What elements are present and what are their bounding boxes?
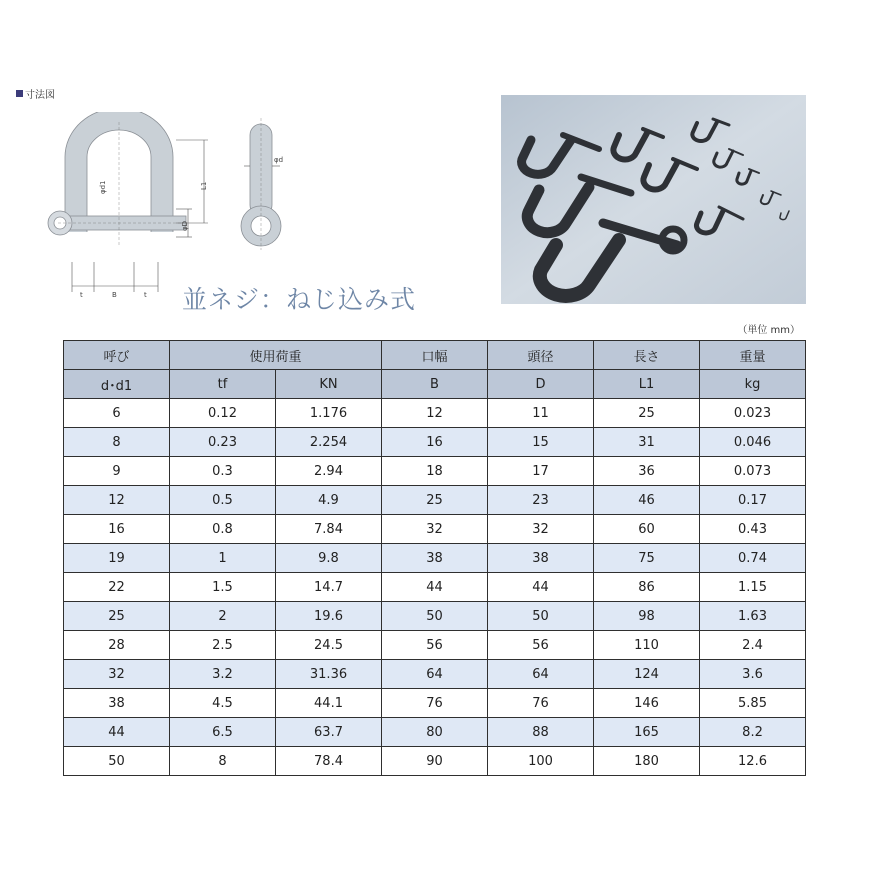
subheader-kg: kg — [700, 370, 806, 399]
table-cell: 0.3 — [170, 457, 276, 486]
subheader-d: D — [488, 370, 594, 399]
table-cell: 2 — [170, 602, 276, 631]
table-cell: 2.94 — [276, 457, 382, 486]
header-opening-width: 口幅 — [382, 341, 488, 370]
table-cell: 50 — [488, 602, 594, 631]
table-row — [64, 428, 806, 457]
table-cell: 56 — [488, 631, 594, 660]
table-cell: 80 — [382, 718, 488, 747]
table-cell: 146 — [594, 689, 700, 718]
table-cell: 78.4 — [276, 747, 382, 776]
table-cell: 38 — [382, 544, 488, 573]
table-row — [64, 602, 806, 631]
table-cell: 3.2 — [170, 660, 276, 689]
subheader-b: B — [382, 370, 488, 399]
table-cell: 31.36 — [276, 660, 382, 689]
table-row — [64, 544, 806, 573]
table-cell: 2.254 — [276, 428, 382, 457]
table-cell: 9.8 — [276, 544, 382, 573]
header-working-load: 使用荷重 — [170, 341, 382, 370]
specification-table — [63, 340, 806, 776]
table-cell: 25 — [594, 399, 700, 428]
table-cell: 28 — [64, 631, 170, 660]
table-cell: 2.5 — [170, 631, 276, 660]
table-row — [64, 718, 806, 747]
header-head-diameter: 頭径 — [488, 341, 594, 370]
shackle-front-view — [48, 112, 208, 299]
table-cell: 76 — [488, 689, 594, 718]
table-cell: 100 — [488, 747, 594, 776]
table-cell: 2.4 — [700, 631, 806, 660]
table-cell: 180 — [594, 747, 700, 776]
table-cell: 36 — [594, 457, 700, 486]
table-cell: 75 — [594, 544, 700, 573]
table-cell: 17 — [488, 457, 594, 486]
subheader-kn: KN — [276, 370, 382, 399]
subheader-d-d1: d･d1 — [64, 370, 170, 399]
table-cell: 32 — [64, 660, 170, 689]
table-cell: 46 — [594, 486, 700, 515]
table-row — [64, 689, 806, 718]
table-cell: 32 — [488, 515, 594, 544]
table-cell: 1 — [170, 544, 276, 573]
table-cell: 11 — [488, 399, 594, 428]
label-L1: L1 — [200, 181, 208, 190]
table-cell: 0.23 — [170, 428, 276, 457]
table-cell: 4.9 — [276, 486, 382, 515]
label-d1: φd1 — [99, 180, 107, 194]
label-t-right: t — [144, 291, 147, 299]
table-cell: 38 — [488, 544, 594, 573]
square-bullet-icon — [16, 90, 23, 97]
table-cell: 5.85 — [700, 689, 806, 718]
table-cell: 15 — [488, 428, 594, 457]
table-cell: 50 — [382, 602, 488, 631]
table-header-row-2 — [64, 370, 806, 399]
table-cell: 64 — [382, 660, 488, 689]
subheader-l1: L1 — [594, 370, 700, 399]
table-cell: 7.84 — [276, 515, 382, 544]
table-row — [64, 573, 806, 602]
table-cell: 0.8 — [170, 515, 276, 544]
table-row — [64, 747, 806, 776]
table-cell: 22 — [64, 573, 170, 602]
table-cell: 38 — [64, 689, 170, 718]
table-row — [64, 457, 806, 486]
table-cell: 124 — [594, 660, 700, 689]
table-cell: 31 — [594, 428, 700, 457]
label-t-left: t — [80, 291, 83, 299]
table-cell: 0.74 — [700, 544, 806, 573]
table-cell: 3.6 — [700, 660, 806, 689]
table-cell: 8 — [170, 747, 276, 776]
table-cell: 0.12 — [170, 399, 276, 428]
table-cell: 165 — [594, 718, 700, 747]
table-cell: 0.5 — [170, 486, 276, 515]
table-cell: 44.1 — [276, 689, 382, 718]
thread-type-subtitle: 並ネジ：ねじ込み式 — [182, 285, 417, 314]
table-header-row-1 — [64, 341, 806, 370]
table-cell: 12 — [64, 486, 170, 515]
table-cell: 44 — [382, 573, 488, 602]
table-cell: 0.17 — [700, 486, 806, 515]
header-length: 長さ — [594, 341, 700, 370]
unit-note: （単位 mm） — [737, 325, 800, 336]
table-cell: 1.176 — [276, 399, 382, 428]
table-cell: 4.5 — [170, 689, 276, 718]
subheader-tf: tf — [170, 370, 276, 399]
table-cell: 1.5 — [170, 573, 276, 602]
table-cell: 56 — [382, 631, 488, 660]
section-label — [16, 86, 55, 101]
table-row — [64, 631, 806, 660]
table-cell: 110 — [594, 631, 700, 660]
table-cell: 60 — [594, 515, 700, 544]
table-cell: 44 — [64, 718, 170, 747]
table-cell: 88 — [488, 718, 594, 747]
table-cell: 64 — [488, 660, 594, 689]
table-cell: 98 — [594, 602, 700, 631]
table-cell: 12.6 — [700, 747, 806, 776]
table-cell: 6.5 — [170, 718, 276, 747]
table-cell: 0.046 — [700, 428, 806, 457]
header-nominal: 呼び — [64, 341, 170, 370]
shackle-dimension-drawing — [36, 112, 286, 302]
table-cell: 8.2 — [700, 718, 806, 747]
table-cell: 32 — [382, 515, 488, 544]
table-cell: 16 — [64, 515, 170, 544]
table-cell: 63.7 — [276, 718, 382, 747]
table-cell: 76 — [382, 689, 488, 718]
table-cell: 12 — [382, 399, 488, 428]
table-cell: 0.023 — [700, 399, 806, 428]
label-D: φD — [181, 220, 189, 231]
table-cell: 23 — [488, 486, 594, 515]
shackle-product-photo — [501, 95, 806, 304]
label-B: B — [112, 291, 117, 299]
table-row — [64, 515, 806, 544]
section-label-text: 寸法図 — [25, 90, 55, 101]
table-cell: 18 — [382, 457, 488, 486]
table-cell: 16 — [382, 428, 488, 457]
table-cell: 90 — [382, 747, 488, 776]
table-cell: 25 — [64, 602, 170, 631]
table-row — [64, 660, 806, 689]
table-cell: 9 — [64, 457, 170, 486]
table-cell: 25 — [382, 486, 488, 515]
table-cell: 1.63 — [700, 602, 806, 631]
table-cell: 8 — [64, 428, 170, 457]
table-cell: 0.073 — [700, 457, 806, 486]
table-row — [64, 486, 806, 515]
table-cell: 19 — [64, 544, 170, 573]
label-d: φd — [274, 156, 284, 164]
table-cell: 6 — [64, 399, 170, 428]
table-cell: 86 — [594, 573, 700, 602]
shackle-side-view — [241, 118, 283, 250]
table-cell: 19.6 — [276, 602, 382, 631]
header-weight: 重量 — [700, 341, 806, 370]
table-row — [64, 399, 806, 428]
table-cell: 0.43 — [700, 515, 806, 544]
table-cell: 1.15 — [700, 573, 806, 602]
table-cell: 14.7 — [276, 573, 382, 602]
table-cell: 50 — [64, 747, 170, 776]
table-cell: 44 — [488, 573, 594, 602]
table-cell: 24.5 — [276, 631, 382, 660]
